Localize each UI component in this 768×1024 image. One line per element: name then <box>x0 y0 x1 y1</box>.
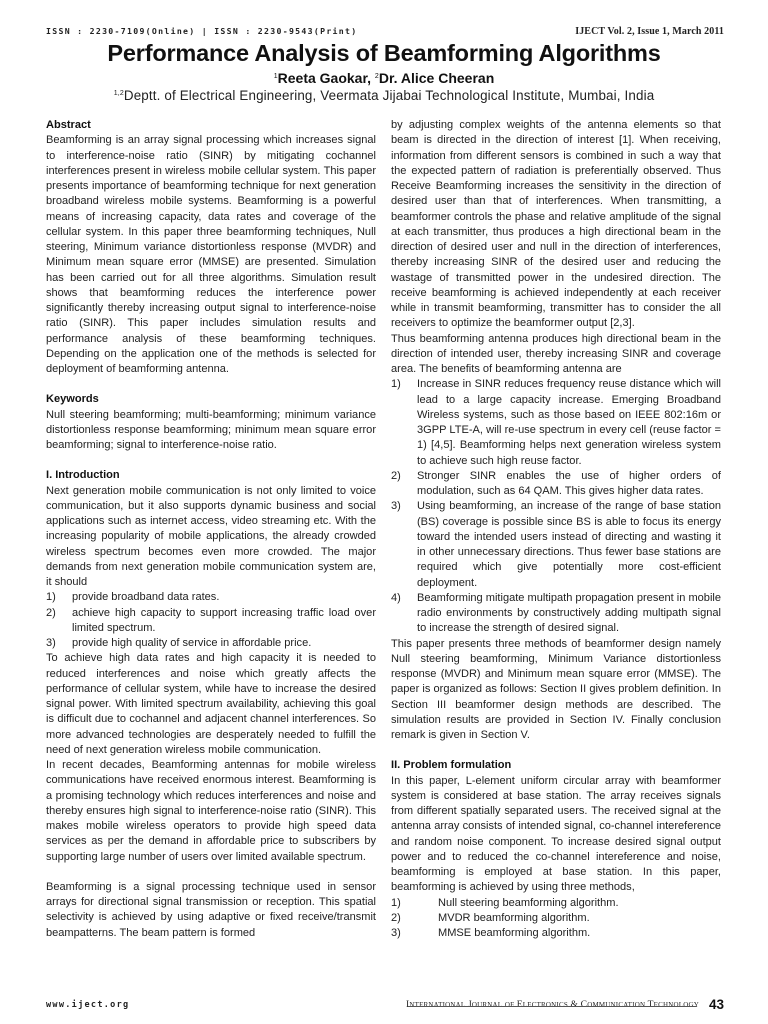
list-text: Stronger SINR enables the use of higher orders of modulation, such as 64 QAM. This gives higher data rates. <box>417 469 721 497</box>
list-number: 3) <box>391 927 401 939</box>
list-text: provide broadband data rates. <box>72 591 220 604</box>
body-paragraph: by adjusting complex weights of the antenna elements so that beam is directed in the direction of interest [1]. When receiving, information from different sensors is combined in such a way that the expected pattern of radiation is preferentially observed. Thus Receive Beamforming increases the sensitivity in the direction of desired user than that of interferences. When transmitting, a beamformer controls the phase and relative amplitude of the signal at each transmitter, thus produces a high directional beam in the direction of desired user and null in the direction of interferences, thereby increasing SINR of the desired user and reducing the wastage of transmitted power in the undesired direction. The receive beamforming is achieved independently at each receiver while in transmit beamforming, transmitter has to consider the all receivers to optimize the beamformer output [2,3]. <box>391 119 721 330</box>
list-text: achieve high capacity to support increasing traffic load over limited spectrum. <box>72 606 376 634</box>
right-column <box>391 118 721 941</box>
list-number: 2) <box>391 469 401 482</box>
list-text: provide high quality of service in affordable price. <box>72 637 312 649</box>
affiliation-text: Deptt. of Electrical Engineering, Veermata Jijabai Technological Institute, Mumbai, India <box>123 88 655 103</box>
paper-title: Performance Analysis of Beamforming Algorithms <box>107 40 661 66</box>
abstract-heading: Abstract <box>46 119 91 131</box>
list-text: MMSE beamforming algorithm. <box>438 927 591 939</box>
introduction-heading: I. Introduction <box>46 469 120 482</box>
list-item <box>46 636 376 651</box>
list-text: Null steering beamforming algorithm. <box>438 896 619 909</box>
list-item <box>391 911 721 926</box>
list-item <box>391 377 721 469</box>
problem-formulation-heading: II. Problem formulation <box>391 759 512 772</box>
footer-divider <box>408 1006 696 1007</box>
author1-name: Reeta Gaokar, <box>277 70 375 86</box>
list-item <box>391 499 721 591</box>
author1-sup: 1 <box>273 73 278 80</box>
left-column <box>46 118 376 941</box>
issn-text: ISSN : 2230-7109(Online) | ISSN : 2230-9543(Print) <box>46 26 358 36</box>
running-header <box>46 24 724 38</box>
intro-paragraph: In recent decades, Beamforming antennas for mobile wireless communications have received enormous interest. Beamforming is a promising technology which reduces interferences and noise and thereby ensures high signal to interference-noise ratio (SINR). This makes mobile wireless operators to provide high speed data services as per the demand in affordable price to subscribers by supporting large number of users over limited available spectrum. <box>46 759 376 863</box>
list-item <box>391 469 721 500</box>
intro-paragraph: To achieve high data rates and high capacity it is needed to reduced interferences and noise which greatly affects the performance of cellular system, while have to increase the desired signal power. With limited spectrum availability, achieving this goal is difficult due to cochannel and adjacent channel interferences. So more advanced technologies are desperately needed to fulfill the need of next generation wireless mobile communication. <box>46 652 376 756</box>
affiliation-sup: 1,2 <box>113 90 124 97</box>
list-number: 1) <box>391 896 401 909</box>
list-number: 3) <box>46 637 56 649</box>
list-number: 3) <box>391 500 401 513</box>
list-text: Beamforming mitigate multipath propagation present in mobile radio environments by constructively adding multipath signal to increase the strength of desired signal. <box>417 591 721 635</box>
abstract-text: Beamforming is an array signal processing which increases signal to interference-noise ratio (SINR) by mitigating cochannel interferences present in wireless mobile cellular system. This paper presents importance of beamforming technique for next generation broadband wireless mobile systems. Beamforming is a powerful means of increasing capacity, data rates and coverage of the cellular system. In this paper three beamforming techniques, Null steering, Minimum variance distortionless response (MVDR) and Minimum mean square error (MMSE) are presented. Simulation has been carried out for all three algorithms. Simulation result shows that beamforming reduces the interference power significantly thereby increasing output signal to interference-noise ratio (SINR). This paper includes simulation results and performance analysis of these beamforming techniques. Depending on the application one of the methods is selected for deployment of beamforming antenna. <box>46 134 376 375</box>
list-number: 1) <box>46 591 56 604</box>
body-paragraph: In this paper, L-element uniform circular array with beamformer system is considered at base station. The array receives signals from different spatially separated users. The received signal at the antenna array consists of intended signal, co-channel intereference and random noise component. To increase desired signal output power and to reduced the co-channel intereference and noise, beamforming is employed at base station. In this paper, beamforming is achieved by using three methods, <box>391 774 721 894</box>
keywords-heading: Keywords <box>46 393 99 406</box>
list-number: 4) <box>391 591 401 604</box>
intro-paragraph: Next generation mobile communication is not only limited to voice communication, but it also supports dynamic business and social applications such as internet access, video streaming etc. With the increasing popularity of mobile applications, the already crowded wireless spectrum becomes even more crowded. The major demands from next generation mobile communication system are, it should <box>46 484 376 588</box>
body-paragraph: Thus beamforming antenna produces high directional beam in the direction of intended user, thereby increasing SINR and coverage area. The benefits of beamforming antenna are <box>391 332 721 375</box>
journal-name: International Journal of Electronics & Communication Technology <box>405 1000 699 1010</box>
page-footer <box>46 992 724 1012</box>
journal-issue-text: IJECT Vol. 2, Issue 1, March 2011 <box>575 25 724 37</box>
keywords-text: Null steering beamforming; multi-beamforming; minimum variance distortionless response beamforming; minimum mean square error beamforming; signal to interference-noise ratio. <box>46 408 376 451</box>
intro-paragraph: Beamforming is a signal processing technique used in sensor arrays for directional signal transmission or reception. This spatial selectivity is achieved by using adaptive or fixed receive/transmit beampatterns. The beam pattern is formed <box>46 880 376 939</box>
list-number: 2) <box>391 911 401 924</box>
affiliation <box>0 88 768 103</box>
benefits-list <box>391 377 721 636</box>
list-item <box>391 926 721 941</box>
list-item <box>46 590 376 605</box>
list-item <box>391 591 721 637</box>
author-line <box>0 70 768 86</box>
demands-list <box>46 590 376 651</box>
list-item <box>391 896 721 911</box>
list-number: 2) <box>46 606 56 619</box>
list-item <box>46 606 376 637</box>
methods-list <box>391 896 721 942</box>
website-text: www.iject.org <box>46 1000 130 1010</box>
list-text: MVDR beamforming algorithm. <box>438 911 590 924</box>
list-text: Increase in SINR reduces frequency reuse distance which will lead to a large capacity increase. Emerging Broadband Wireless systems, such as those based on IEEE 802:16m or 3GPP LTE-A, will re-use spectrum in every cell (reuse factor = 1) [4,5]. Beamforming helps next generation wireless system to achieve such high reuse factor. <box>417 378 721 467</box>
list-number: 1) <box>391 378 401 391</box>
body-paragraph: This paper presents three methods of beamformer design namely Null steering beamforming, Minimum Variance distortionless response (MVDR) and Minimum mean square error (MMSE). The paper is organized as follows: Section II gives problem definition. In Section III beamformer design methods are described. The simulation results are provided in Section IV. Finally conclusion remark is given in Section V. <box>391 637 721 741</box>
list-text: Using beamforming, an increase of the range of base station (BS) coverage is possible since BS is able to focus its energy toward the intended users instead of directing and wasting it in other unnecessary directions. Thus fewer base stations are required which give potentially more cost-efficient deployment. <box>417 500 721 589</box>
footer-journal <box>406 997 724 1012</box>
page-number: 43 <box>708 997 724 1012</box>
author2-name: Dr. Alice Cheeran <box>378 70 495 86</box>
author2-sup: 2 <box>374 73 379 80</box>
